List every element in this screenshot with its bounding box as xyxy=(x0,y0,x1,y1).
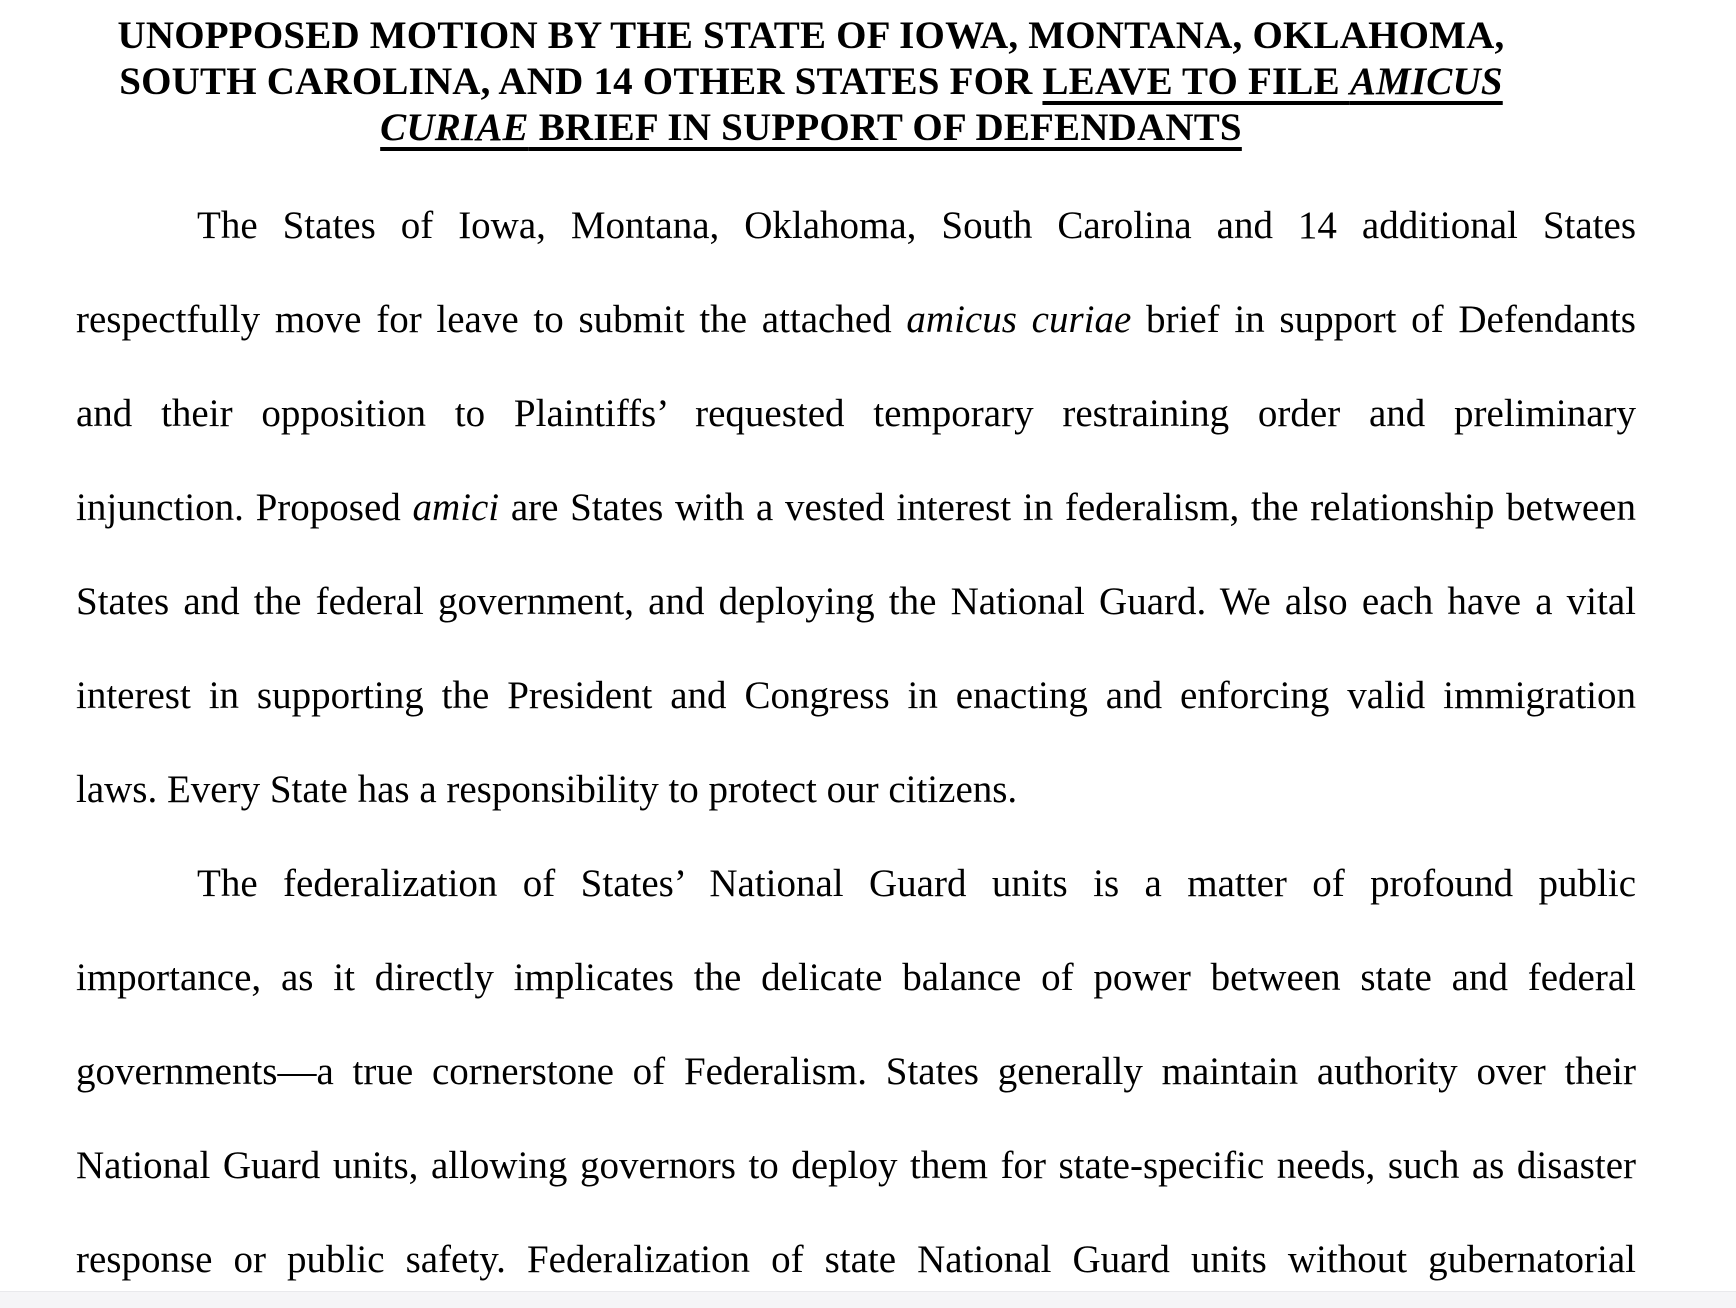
heading-line xyxy=(76,13,1546,59)
text-line xyxy=(76,743,1636,837)
motion-title xyxy=(76,0,1546,151)
text-line xyxy=(76,555,1636,649)
text-segment: interest in supporting the President and Congress in enacting and enforcing valid immigration xyxy=(76,674,1636,717)
text-line xyxy=(76,649,1636,743)
text-segment: SOUTH CAROLINA, AND 14 OTHER STATES FOR xyxy=(119,60,1043,103)
text-line xyxy=(76,1119,1636,1213)
text-segment: amicus curiae xyxy=(906,298,1132,341)
text-segment: injunction. Proposed xyxy=(76,486,413,529)
text-segment: States and the federal government, and deploying the National Guard. We also each have a vital xyxy=(76,580,1636,623)
text-segment: National Guard units, allowing governors to deploy them for state-specific needs, such as disaster xyxy=(76,1144,1636,1187)
text-line xyxy=(76,461,1636,555)
text-segment: importance, as it directly implicates the delicate balance of power between state and federal xyxy=(76,956,1636,999)
text-line xyxy=(76,179,1636,273)
text-line xyxy=(76,931,1636,1025)
heading-line xyxy=(76,59,1546,105)
text-segment: governments—a true cornerstone of Federalism. States generally maintain authority over their xyxy=(76,1050,1636,1093)
text-segment: are States with a vested interest in federalism, the relationship between xyxy=(499,486,1636,529)
motion-body xyxy=(76,179,1636,1307)
text-segment: respectfully move for leave to submit the attached xyxy=(76,298,907,341)
text-segment: and their opposition to Plaintiffs’ requested temporary restraining order and preliminary xyxy=(76,392,1636,435)
text-line xyxy=(76,837,1636,931)
text-line xyxy=(76,273,1636,367)
heading-line xyxy=(76,105,1546,151)
text-segment: CURIAE xyxy=(380,106,529,149)
text-segment: UNOPPOSED MOTION BY THE STATE OF IOWA, MONTANA, OKLAHOMA, xyxy=(117,14,1505,57)
text-segment: LEAVE TO FILE xyxy=(1042,60,1350,103)
text-segment: amici xyxy=(412,486,500,529)
text-segment: AMICUS xyxy=(1349,60,1503,103)
text-segment: The States of Iowa, Montana, Oklahoma, South Carolina and 14 additional States xyxy=(197,204,1636,247)
text-segment: brief in support of Defendants xyxy=(1131,298,1636,341)
viewer-bottom-edge xyxy=(0,1291,1736,1308)
text-line xyxy=(76,367,1636,461)
text-segment: laws. Every State has a responsibility to protect our citizens. xyxy=(76,768,1018,811)
text-line xyxy=(76,1025,1636,1119)
text-segment: response or public safety. Federalization of state National Guard units without gubernatorial xyxy=(76,1238,1636,1281)
text-segment: The federalization of States’ National Guard units is a matter of profound public xyxy=(197,862,1636,905)
text-segment: BRIEF IN SUPPORT OF DEFENDANTS xyxy=(528,106,1242,149)
